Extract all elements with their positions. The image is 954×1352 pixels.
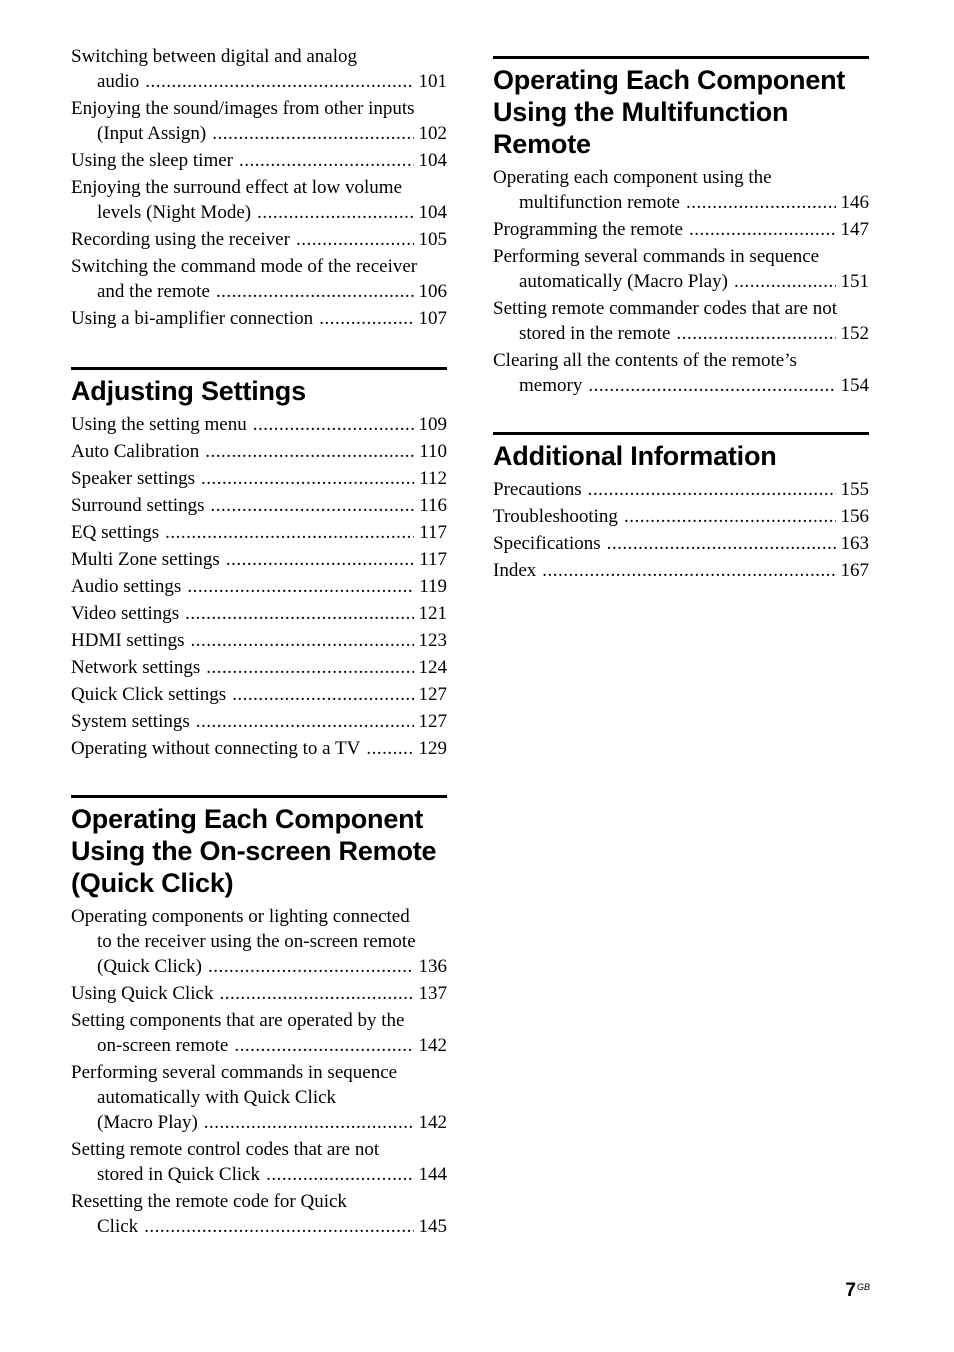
section-heading [71,375,447,407]
section-rule [493,56,869,59]
toc-entry-text: Specifications [493,533,601,554]
dot-leader [734,269,836,294]
toc-page-number: 112 [419,468,447,489]
toc-entry-line: Switching the command mode of the receiver [71,256,418,277]
dot-leader [257,200,413,225]
toc-page-number: 119 [419,576,447,597]
toc-entry[interactable] [71,655,447,680]
dot-leader [145,69,413,94]
toc-entry-last-line [493,269,869,294]
toc-entry-line: Clearing all the contents of the remote’s [493,350,797,371]
section-rule [71,795,447,798]
toc-section [71,367,447,761]
toc-entry[interactable] [71,96,447,146]
toc-entry[interactable] [493,348,869,398]
dot-leader [366,736,413,761]
toc-entry[interactable] [71,682,447,707]
toc-page-number: 109 [418,414,447,435]
dot-leader [190,628,413,653]
toc-page-number: 147 [840,219,869,240]
toc-entry-last-line [71,1033,447,1058]
dot-leader [266,1162,413,1187]
section-heading-line: Adjusting Settings [71,376,306,406]
toc-entry[interactable] [71,1189,447,1239]
section-heading-line: Using the Multifunction [493,97,789,127]
toc-entry-last-line [71,954,447,979]
toc-entry-last-line [71,412,447,437]
toc-entry-text: Index [493,560,537,581]
toc-entry-line: Setting remote control codes that are not [71,1139,380,1160]
dot-leader [239,148,414,173]
toc-entry[interactable] [493,504,869,529]
toc-entry-text: Network settings [71,657,201,678]
toc-page-number: 154 [840,375,869,396]
dot-leader [226,547,414,572]
toc-entry-last-line [71,601,447,626]
toc-entry-line: Enjoying the sound/images from other inputs [71,98,415,119]
toc-entry[interactable] [71,44,447,94]
toc-entry-text: Operating without connecting to a TV [71,738,361,759]
toc-page-number: 117 [419,549,447,570]
toc-page-number: 102 [418,123,447,144]
toc-entry[interactable] [71,412,447,437]
dot-leader [204,1110,414,1135]
toc-entry-line: Enjoying the surround effect at low volume [71,177,403,198]
toc-section [493,56,869,398]
toc-entry-line: Operating components or lighting connected [71,906,410,927]
toc-entry-text: Using a bi-amplifier connection [71,308,314,329]
toc-entry-last-line [71,200,447,225]
toc-entry-text: Troubleshooting [493,506,618,527]
toc-entry-text: (Input Assign) [97,123,207,144]
dot-leader [689,217,836,242]
toc-entry-last-line [493,477,869,502]
dot-leader [234,1033,413,1058]
toc-page-number: 152 [840,323,869,344]
toc-entry[interactable] [71,1060,447,1135]
toc-entry-last-line [71,736,447,761]
toc-section-group [71,367,447,1239]
toc-entry-text: and the remote [97,281,210,302]
dot-leader [232,682,413,707]
toc-section-group [493,56,869,583]
toc-entry-text: EQ settings [71,522,160,543]
toc-entry[interactable] [71,904,447,979]
toc-entry-line: Performing several commands in sequence [71,1062,398,1083]
toc-entry-line: Performing several commands in sequence [493,246,820,267]
toc-entry-last-line [71,655,447,680]
toc-entry-line: to the receiver using the on-screen remote [97,931,416,952]
dot-leader [144,1214,413,1239]
toc-entry-last-line [71,439,447,464]
dot-leader [196,709,414,734]
toc-entry-last-line [493,190,869,215]
toc-entry-group [71,44,447,331]
toc-entry[interactable] [71,547,447,572]
toc-page-number: 107 [418,308,447,329]
toc-entry-text: stored in the remote [519,323,671,344]
toc-right-column [493,56,869,585]
dot-leader [165,520,414,545]
toc-entry-text: Audio settings [71,576,182,597]
toc-page-number: 136 [418,956,447,977]
toc-entry-text: Using the sleep timer [71,150,233,171]
toc-entry[interactable] [71,148,447,173]
toc-entry[interactable] [71,175,447,225]
toc-page-number: 105 [418,229,447,250]
toc-page-number: 104 [418,202,447,223]
toc-left-column [71,44,447,1241]
toc-page-number: 145 [418,1216,447,1237]
toc-entry-text: (Macro Play) [97,1112,198,1133]
toc-entry-last-line [493,558,869,583]
page-number [845,1280,870,1302]
toc-entry-last-line [493,504,869,529]
toc-entry-last-line [71,121,447,146]
toc-entry-last-line [71,574,447,599]
toc-entry-text: multifunction remote [519,192,680,213]
dot-leader [686,190,836,215]
toc-entry[interactable] [71,574,447,599]
toc-page-number: 106 [418,281,447,302]
toc-entry-last-line [71,709,447,734]
toc-entry-last-line [71,69,447,94]
toc-entry[interactable] [71,227,447,252]
toc-entry-text: audio [97,71,140,92]
toc-entry-text: Recording using the receiver [71,229,290,250]
toc-entry[interactable] [493,558,869,583]
dot-leader [220,981,414,1006]
dot-leader [296,227,414,252]
toc-entry-line: Switching between digital and analog [71,46,357,67]
toc-page-number: 167 [840,560,869,581]
toc-entry-text: (Quick Click) [97,956,203,977]
section-rule [71,367,447,370]
toc-entry-last-line [71,466,447,491]
dot-leader [185,601,413,626]
toc-entry-text: levels (Night Mode) [97,202,252,223]
toc-entry-last-line [71,520,447,545]
toc-page-number: 137 [418,983,447,1004]
toc-entry[interactable] [71,493,447,518]
toc-entry-last-line [71,1110,447,1135]
toc-entry-text: Using the setting menu [71,414,247,435]
dot-leader [253,412,414,437]
toc-page-number: 142 [418,1035,447,1056]
toc-page-number: 101 [418,71,447,92]
toc-entry-last-line [71,148,447,173]
toc-entry-last-line [71,227,447,252]
toc-page-number: 127 [418,684,447,705]
toc-page-number: 163 [840,533,869,554]
dot-leader [201,466,414,491]
page-number-value: 7 [845,1280,856,1301]
toc-entry-line: Operating each component using the [493,167,772,188]
toc-page-number: 127 [418,711,447,732]
toc-page-number: 124 [418,657,447,678]
toc-entry[interactable] [71,628,447,653]
toc-entry[interactable] [71,520,447,545]
toc-entry-text: Video settings [71,603,180,624]
toc-entry-text: Multi Zone settings [71,549,220,570]
toc-entry-text: Programming the remote [493,219,683,240]
toc-entry-text: on-screen remote [97,1035,229,1056]
toc-page-number: 123 [418,630,447,651]
section-heading-line: Operating Each Component [71,804,424,834]
toc-entry[interactable] [493,531,869,556]
toc-page-number: 156 [840,506,869,527]
dot-leader [208,954,413,979]
toc-entry-text: Precautions [493,479,582,500]
toc-entry-line: Setting remote commander codes that are not [493,298,837,319]
section-heading [493,440,869,472]
dot-leader [542,558,835,583]
toc-entry-line: Resetting the remote code for Quick [71,1191,347,1212]
toc-page-number: 129 [418,738,447,759]
toc-section [71,795,447,1239]
toc-entry-last-line [71,306,447,331]
section-heading [493,64,869,160]
toc-page-number: 116 [419,495,447,516]
dot-leader [187,574,414,599]
toc-entry[interactable] [493,477,869,502]
toc-entry[interactable] [71,439,447,464]
dot-leader [205,439,414,464]
toc-entry[interactable] [71,981,447,1006]
toc-page-number: 155 [840,479,869,500]
toc-entry-last-line [493,531,869,556]
dot-leader [319,306,413,331]
toc-entry-last-line [71,547,447,572]
dot-leader [212,121,413,146]
region-code: GB [856,1282,870,1292]
dot-leader [216,279,414,304]
toc-entry-last-line [71,1162,447,1187]
section-heading-line: Remote [493,129,591,159]
toc-entry[interactable] [71,1008,447,1058]
toc-entry[interactable] [493,296,869,346]
toc-entry-text: System settings [71,711,190,732]
toc-entry[interactable] [71,466,447,491]
toc-entry-text: Quick Click settings [71,684,227,705]
toc-entry-last-line [493,217,869,242]
toc-entry-last-line [493,321,869,346]
toc-entry-text: Auto Calibration [71,441,200,462]
toc-entry-text: memory [519,375,583,396]
toc-entry-last-line [71,682,447,707]
section-heading-line: Additional Information [493,441,777,471]
dot-leader [607,531,836,556]
section-heading-line: Operating Each Component [493,65,846,95]
toc-entry[interactable] [71,1137,447,1187]
toc-entry-last-line [71,628,447,653]
dot-leader [588,373,835,398]
toc-entry-last-line [71,1214,447,1239]
toc-page-number: 121 [418,603,447,624]
toc-page-number: 117 [419,522,447,543]
toc-entry[interactable] [493,165,869,215]
toc-entry-text: Using Quick Click [71,983,214,1004]
toc-entry-line: Setting components that are operated by the [71,1010,405,1031]
toc-section [493,432,869,583]
toc-entry[interactable] [493,244,869,294]
toc-entry-text: Surround settings [71,495,205,516]
toc-entry-last-line [71,493,447,518]
section-heading [71,803,447,899]
toc-entry-text: automatically (Macro Play) [519,271,728,292]
toc-entry[interactable] [71,306,447,331]
toc-entry-last-line [493,373,869,398]
toc-page-number: 151 [840,271,869,292]
toc-entry-last-line [71,279,447,304]
dot-leader [676,321,835,346]
toc-entry[interactable] [71,709,447,734]
toc-page-number: 146 [840,192,869,213]
section-heading-line: (Quick Click) [71,868,234,898]
toc-entry-text: Click [97,1216,139,1237]
toc-entry[interactable] [71,254,447,304]
section-rule [493,432,869,435]
toc-entry-line: automatically with Quick Click [97,1087,337,1108]
toc-page-number: 110 [419,441,447,462]
toc-entry[interactable] [493,217,869,242]
dot-leader [588,477,836,502]
toc-entry-text: Speaker settings [71,468,196,489]
toc-page-number: 142 [418,1112,447,1133]
toc-entry-last-line [71,981,447,1006]
dot-leader [211,493,415,518]
dot-leader [624,504,836,529]
section-heading-line: Using the On-screen Remote [71,836,437,866]
toc-entry-text: HDMI settings [71,630,185,651]
dot-leader [206,655,413,680]
toc-page-number: 104 [418,150,447,171]
toc-entry[interactable] [71,736,447,761]
toc-entry-text: stored in Quick Click [97,1164,261,1185]
toc-page-number: 144 [418,1164,447,1185]
toc-entry[interactable] [71,601,447,626]
